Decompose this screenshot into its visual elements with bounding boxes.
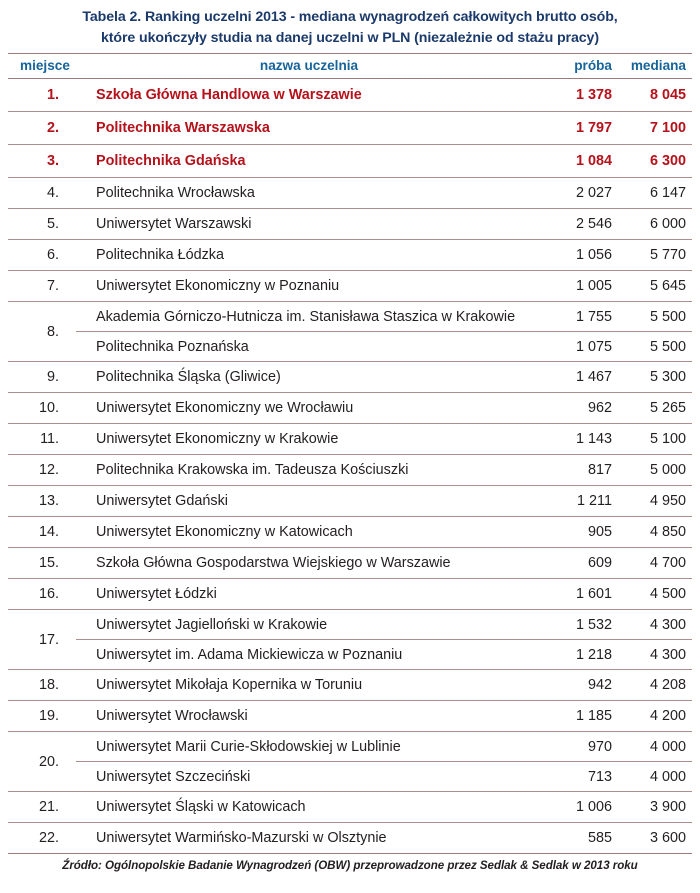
cell-rank: 18. [8, 670, 76, 701]
cell-sample: 1 056 [542, 240, 620, 271]
cell-median: 3 900 [620, 792, 692, 823]
column-header-rank: miejsce [8, 54, 76, 79]
cell-university-name: Uniwersytet Ekonomiczny w Katowicach [76, 517, 542, 548]
cell-rank: 16. [8, 579, 76, 610]
table-row [8, 424, 692, 455]
cell-university-name: Uniwersytet Gdański [76, 486, 542, 517]
cell-sample: 1 084 [542, 145, 620, 178]
table-body [8, 79, 692, 854]
table-row [8, 112, 692, 145]
ranking-table [8, 53, 692, 854]
cell-university-name: Uniwersytet Ekonomiczny w Krakowie [76, 424, 542, 455]
title-line-2: które ukończyły studia na danej uczelni w PLN (niezależnie od stażu pracy) [101, 30, 599, 46]
cell-median: 7 100 [620, 112, 692, 145]
table-row [8, 486, 692, 517]
cell-university-name: Uniwersytet Warmińsko-Mazurski w Olsztynie [76, 823, 542, 854]
cell-university-name: Uniwersytet Ekonomiczny we Wrocławiu [76, 393, 542, 424]
cell-median: 8 045 [620, 79, 692, 112]
cell-median: 4 500 [620, 579, 692, 610]
table-row [8, 517, 692, 548]
cell-rank: 21. [8, 792, 76, 823]
cell-sample: 609 [542, 548, 620, 579]
table-row [8, 701, 692, 732]
cell-rank: 5. [8, 209, 76, 240]
table-row [8, 302, 692, 332]
cell-median: 5 645 [620, 271, 692, 302]
table-header [8, 54, 692, 79]
cell-median: 5 000 [620, 455, 692, 486]
cell-rank: 3. [8, 145, 76, 178]
cell-median: 3 600 [620, 823, 692, 854]
cell-rank: 20. [8, 732, 76, 792]
cell-sample: 1 075 [542, 332, 620, 362]
cell-median: 6 300 [620, 145, 692, 178]
cell-sample: 2 546 [542, 209, 620, 240]
table-row [8, 792, 692, 823]
cell-sample: 1 143 [542, 424, 620, 455]
cell-university-name: Politechnika Poznańska [76, 332, 542, 362]
cell-university-name: Uniwersytet Łódzki [76, 579, 542, 610]
cell-sample: 1 378 [542, 79, 620, 112]
cell-rank: 4. [8, 178, 76, 209]
table-row [8, 823, 692, 854]
cell-sample: 905 [542, 517, 620, 548]
cell-median: 4 950 [620, 486, 692, 517]
cell-university-name: Akademia Górniczo-Hutnicza im. Stanisława Staszica w Krakowie [76, 302, 542, 332]
cell-median: 6 147 [620, 178, 692, 209]
cell-median: 5 500 [620, 332, 692, 362]
cell-median: 5 300 [620, 362, 692, 393]
cell-rank: 8. [8, 302, 76, 362]
cell-university-name: Uniwersytet Warszawski [76, 209, 542, 240]
cell-university-name: Uniwersytet Ekonomiczny w Poznaniu [76, 271, 542, 302]
table-row [8, 362, 692, 393]
table-row [8, 393, 692, 424]
cell-university-name: Uniwersytet Szczeciński [76, 762, 542, 792]
cell-rank: 11. [8, 424, 76, 455]
cell-median: 4 850 [620, 517, 692, 548]
cell-sample: 1 218 [542, 640, 620, 670]
cell-median: 5 500 [620, 302, 692, 332]
table-header-row [8, 54, 692, 79]
cell-median: 4 208 [620, 670, 692, 701]
cell-rank: 15. [8, 548, 76, 579]
cell-rank: 1. [8, 79, 76, 112]
page-title [0, 0, 700, 53]
cell-rank: 2. [8, 112, 76, 145]
cell-university-name: Uniwersytet Mikołaja Kopernika w Toruniu [76, 670, 542, 701]
cell-rank: 6. [8, 240, 76, 271]
cell-rank: 12. [8, 455, 76, 486]
cell-sample: 962 [542, 393, 620, 424]
cell-sample: 817 [542, 455, 620, 486]
cell-sample: 1 755 [542, 302, 620, 332]
title-line-1: Tabela 2. Ranking uczelni 2013 - mediana wynagrodzeń całkowitych brutto osób, [82, 9, 618, 25]
cell-rank: 13. [8, 486, 76, 517]
cell-rank: 14. [8, 517, 76, 548]
cell-sample: 713 [542, 762, 620, 792]
table-row [8, 670, 692, 701]
cell-university-name: Szkoła Główna Gospodarstwa Wiejskiego w Warszawie [76, 548, 542, 579]
cell-sample: 1 797 [542, 112, 620, 145]
cell-university-name: Politechnika Krakowska im. Tadeusza Kościuszki [76, 455, 542, 486]
cell-median: 5 265 [620, 393, 692, 424]
cell-sample: 970 [542, 732, 620, 762]
cell-sample: 585 [542, 823, 620, 854]
cell-median: 5 770 [620, 240, 692, 271]
table-row [8, 455, 692, 486]
column-header-name: nazwa uczelnia [76, 54, 542, 79]
cell-sample: 942 [542, 670, 620, 701]
cell-median: 4 000 [620, 732, 692, 762]
cell-sample: 1 185 [542, 701, 620, 732]
cell-university-name: Szkoła Główna Handlowa w Warszawie [76, 79, 542, 112]
cell-university-name: Politechnika Gdańska [76, 145, 542, 178]
cell-university-name: Politechnika Warszawska [76, 112, 542, 145]
table-row [8, 579, 692, 610]
cell-rank: 22. [8, 823, 76, 854]
table-row [8, 610, 692, 640]
cell-sample: 2 027 [542, 178, 620, 209]
cell-rank: 9. [8, 362, 76, 393]
cell-university-name: Politechnika Wrocławska [76, 178, 542, 209]
table-row [8, 240, 692, 271]
cell-university-name: Uniwersytet im. Adama Mickiewicza w Poznaniu [76, 640, 542, 670]
cell-university-name: Uniwersytet Wrocławski [76, 701, 542, 732]
table-row [8, 271, 692, 302]
cell-university-name: Uniwersytet Śląski w Katowicach [76, 792, 542, 823]
table-row [8, 209, 692, 240]
cell-sample: 1 601 [542, 579, 620, 610]
cell-median: 5 100 [620, 424, 692, 455]
cell-median: 4 200 [620, 701, 692, 732]
cell-sample: 1 211 [542, 486, 620, 517]
cell-sample: 1 006 [542, 792, 620, 823]
table-row [8, 178, 692, 209]
cell-sample: 1 532 [542, 610, 620, 640]
cell-sample: 1 005 [542, 271, 620, 302]
table-row [8, 332, 692, 362]
table-row [8, 548, 692, 579]
table-row [8, 79, 692, 112]
cell-university-name: Politechnika Śląska (Gliwice) [76, 362, 542, 393]
table-row [8, 732, 692, 762]
column-header-sample: próba [542, 54, 620, 79]
cell-rank: 17. [8, 610, 76, 670]
cell-university-name: Uniwersytet Jagielloński w Krakowie [76, 610, 542, 640]
cell-rank: 7. [8, 271, 76, 302]
cell-median: 4 300 [620, 640, 692, 670]
table-row [8, 762, 692, 792]
cell-rank: 10. [8, 393, 76, 424]
cell-median: 4 700 [620, 548, 692, 579]
table-row [8, 640, 692, 670]
table-row [8, 145, 692, 178]
cell-sample: 1 467 [542, 362, 620, 393]
cell-university-name: Uniwersytet Marii Curie-Skłodowskiej w Lublinie [76, 732, 542, 762]
source-note: Źródło: Ogólnopolskie Badanie Wynagrodzeń (OBW) przeprowadzone przez Sedlak & Sedlak w 2013 roku [62, 859, 638, 872]
column-header-median: mediana [620, 54, 692, 79]
cell-university-name: Politechnika Łódzka [76, 240, 542, 271]
cell-median: 4 300 [620, 610, 692, 640]
cell-rank: 19. [8, 701, 76, 732]
cell-median: 6 000 [620, 209, 692, 240]
cell-median: 4 000 [620, 762, 692, 792]
